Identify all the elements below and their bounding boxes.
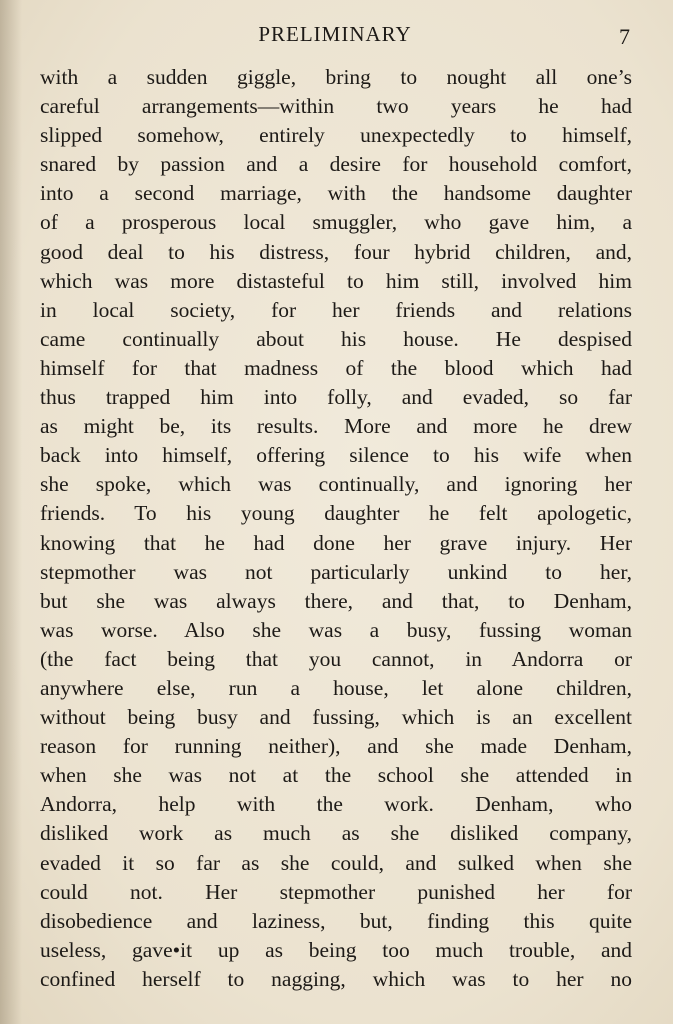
text-line: snared by passion and a desire for household comfort, — [40, 152, 632, 177]
text-line: back into himself, offering silence to his wife when — [40, 443, 632, 468]
text-line: confined herself to nagging, which was to her no — [40, 966, 632, 991]
text-line: she spoke, which was continually, and ignoring her — [40, 472, 632, 497]
text-line: reason for running neither), and she made Denham, — [40, 734, 632, 759]
text-line: slipped somehow, entirely unexpectedly to himself, — [40, 123, 632, 148]
running-head — [40, 22, 630, 52]
body-text — [40, 63, 632, 994]
text-line: as might be, its results. More and more he drew — [40, 414, 632, 439]
text-line: disliked work as much as she disliked company, — [40, 821, 632, 846]
running-head-title: PRELIMINARY — [258, 22, 412, 46]
text-line: (the fact being that you cannot, in Andorra or — [40, 646, 632, 671]
text-line: thus trapped him into folly, and evaded, so far — [40, 385, 632, 410]
text-line: careful arrangements—within two years he had — [40, 94, 632, 119]
text-line: stepmother was not particularly unkind to her, — [40, 559, 632, 584]
text-line: could not. Her stepmother punished her for — [40, 879, 632, 904]
text-line: evaded it so far as she could, and sulked when she — [40, 850, 632, 875]
text-line: when she was not at the school she attended in — [40, 763, 632, 788]
text-line: into a second marriage, with the handsome daughter — [40, 181, 632, 206]
text-line: good deal to his distress, four hybrid children, and, — [40, 239, 632, 264]
page-number: 7 — [619, 24, 630, 49]
text-line: came continually about his house. He despised — [40, 326, 632, 351]
text-line: which was more distasteful to him still, involved him — [40, 268, 632, 293]
text-line: useless, gave•it up as being too much trouble, and — [40, 937, 632, 962]
text-line: knowing that he had done her grave injury. Her — [40, 530, 632, 555]
text-line: without being busy and fussing, which is an excellent — [40, 705, 632, 730]
gutter-shadow — [0, 0, 22, 1024]
text-line: with a sudden giggle, bring to nought all one’s — [40, 65, 632, 89]
text-line: Andorra, help with the work. Denham, who — [40, 792, 632, 817]
text-line: himself for that madness of the blood which had — [40, 355, 632, 380]
text-line: in local society, for her friends and relations — [40, 297, 632, 322]
text-line: disobedience and laziness, but, finding this quite — [40, 908, 632, 933]
text-line: but she was always there, and that, to Denham, — [40, 588, 632, 613]
text-line: was worse. Also she was a busy, fussing woman — [40, 617, 632, 642]
text-line: of a prosperous local smuggler, who gave him, a — [40, 210, 632, 235]
text-line: anywhere else, run a house, let alone children, — [40, 675, 632, 700]
text-line: friends. To his young daughter he felt apologetic, — [40, 501, 632, 526]
